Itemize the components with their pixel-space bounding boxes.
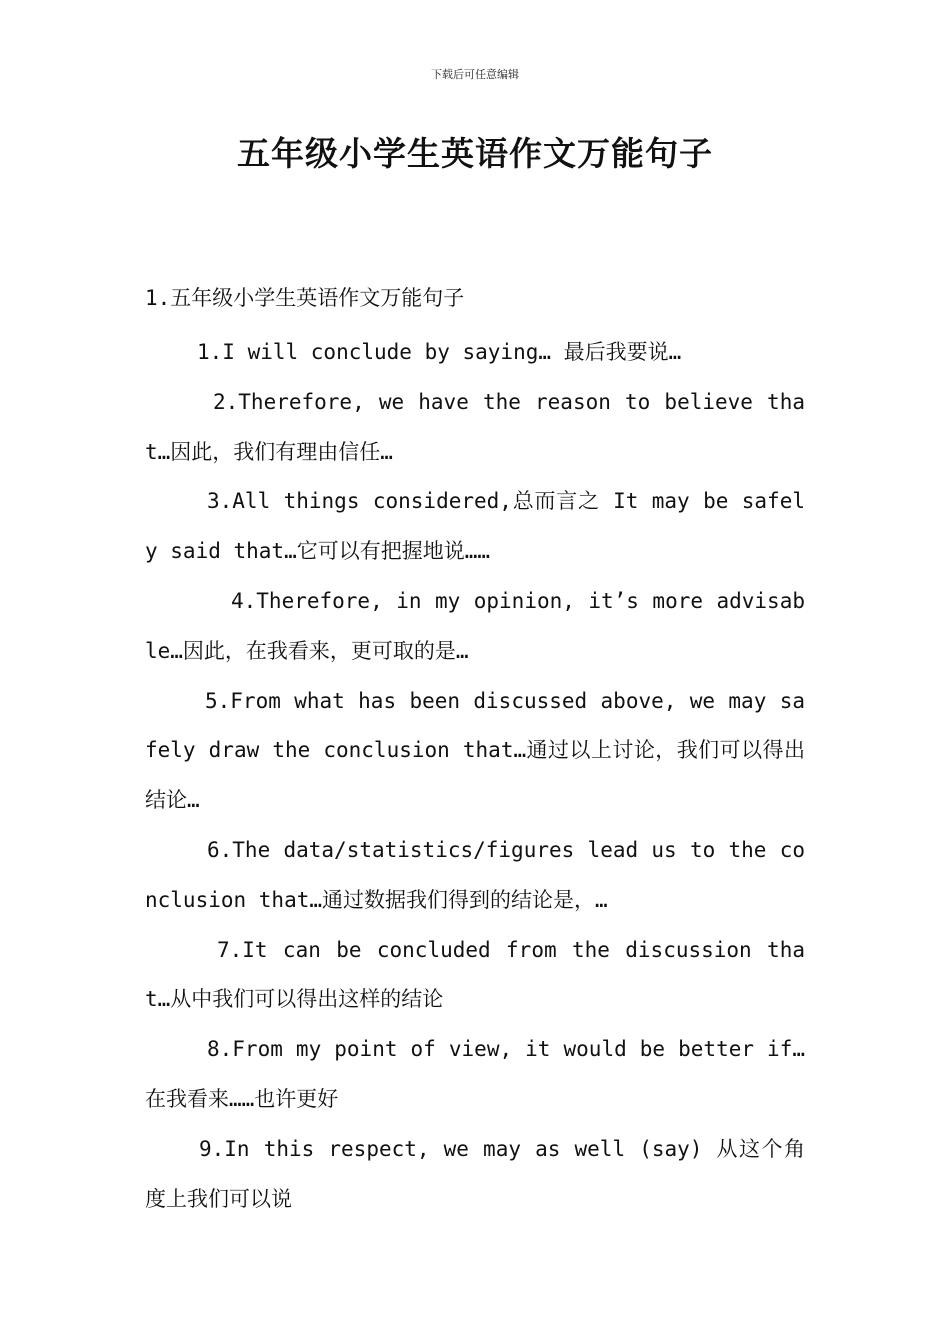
sentence-item-9: 9.In this respect, we may as well (say) 从这个角度上我们可以说 [145, 1136, 805, 1211]
sentence-item-6: 6.The data/statistics/figures lead us to the conclusion that…通过数据我们得到的结论是，… [145, 837, 805, 912]
document-body [145, 278, 805, 1224]
document-title: 五年级小学生英语作文万能句子 [237, 134, 713, 173]
sentence-item-5: 5.From what has been discussed above, we may safely draw the conclusion that…通过以上讨论，我们可以得出结论… [145, 688, 805, 813]
sentence-item-7: 7.It can be concluded from the discussion that…从中我们可以得出这样的结论 [145, 937, 805, 1012]
sentence-item-3: 3.All things considered,总而言之 It may be safely said that…它可以有把握地说…… [145, 489, 805, 564]
sentence-item-8: 8.From my point of view, it would be better if…在我看来……也许更好 [145, 1037, 805, 1111]
page-header-note: 下载后可任意编辑 [431, 68, 519, 81]
sentence-item-1: 1.I will conclude by saying… 最后我要说… [197, 340, 682, 364]
section-heading: 1.五年级小学生英语作文万能句子 [145, 286, 465, 310]
sentence-item-2: 2.Therefore, we have the reason to believe that…因此，我们有理由信任… [145, 389, 805, 464]
sentence-item-4: 4.Therefore, in my opinion, it’s more advisable…因此，在我看来，更可取的是… [145, 588, 805, 663]
